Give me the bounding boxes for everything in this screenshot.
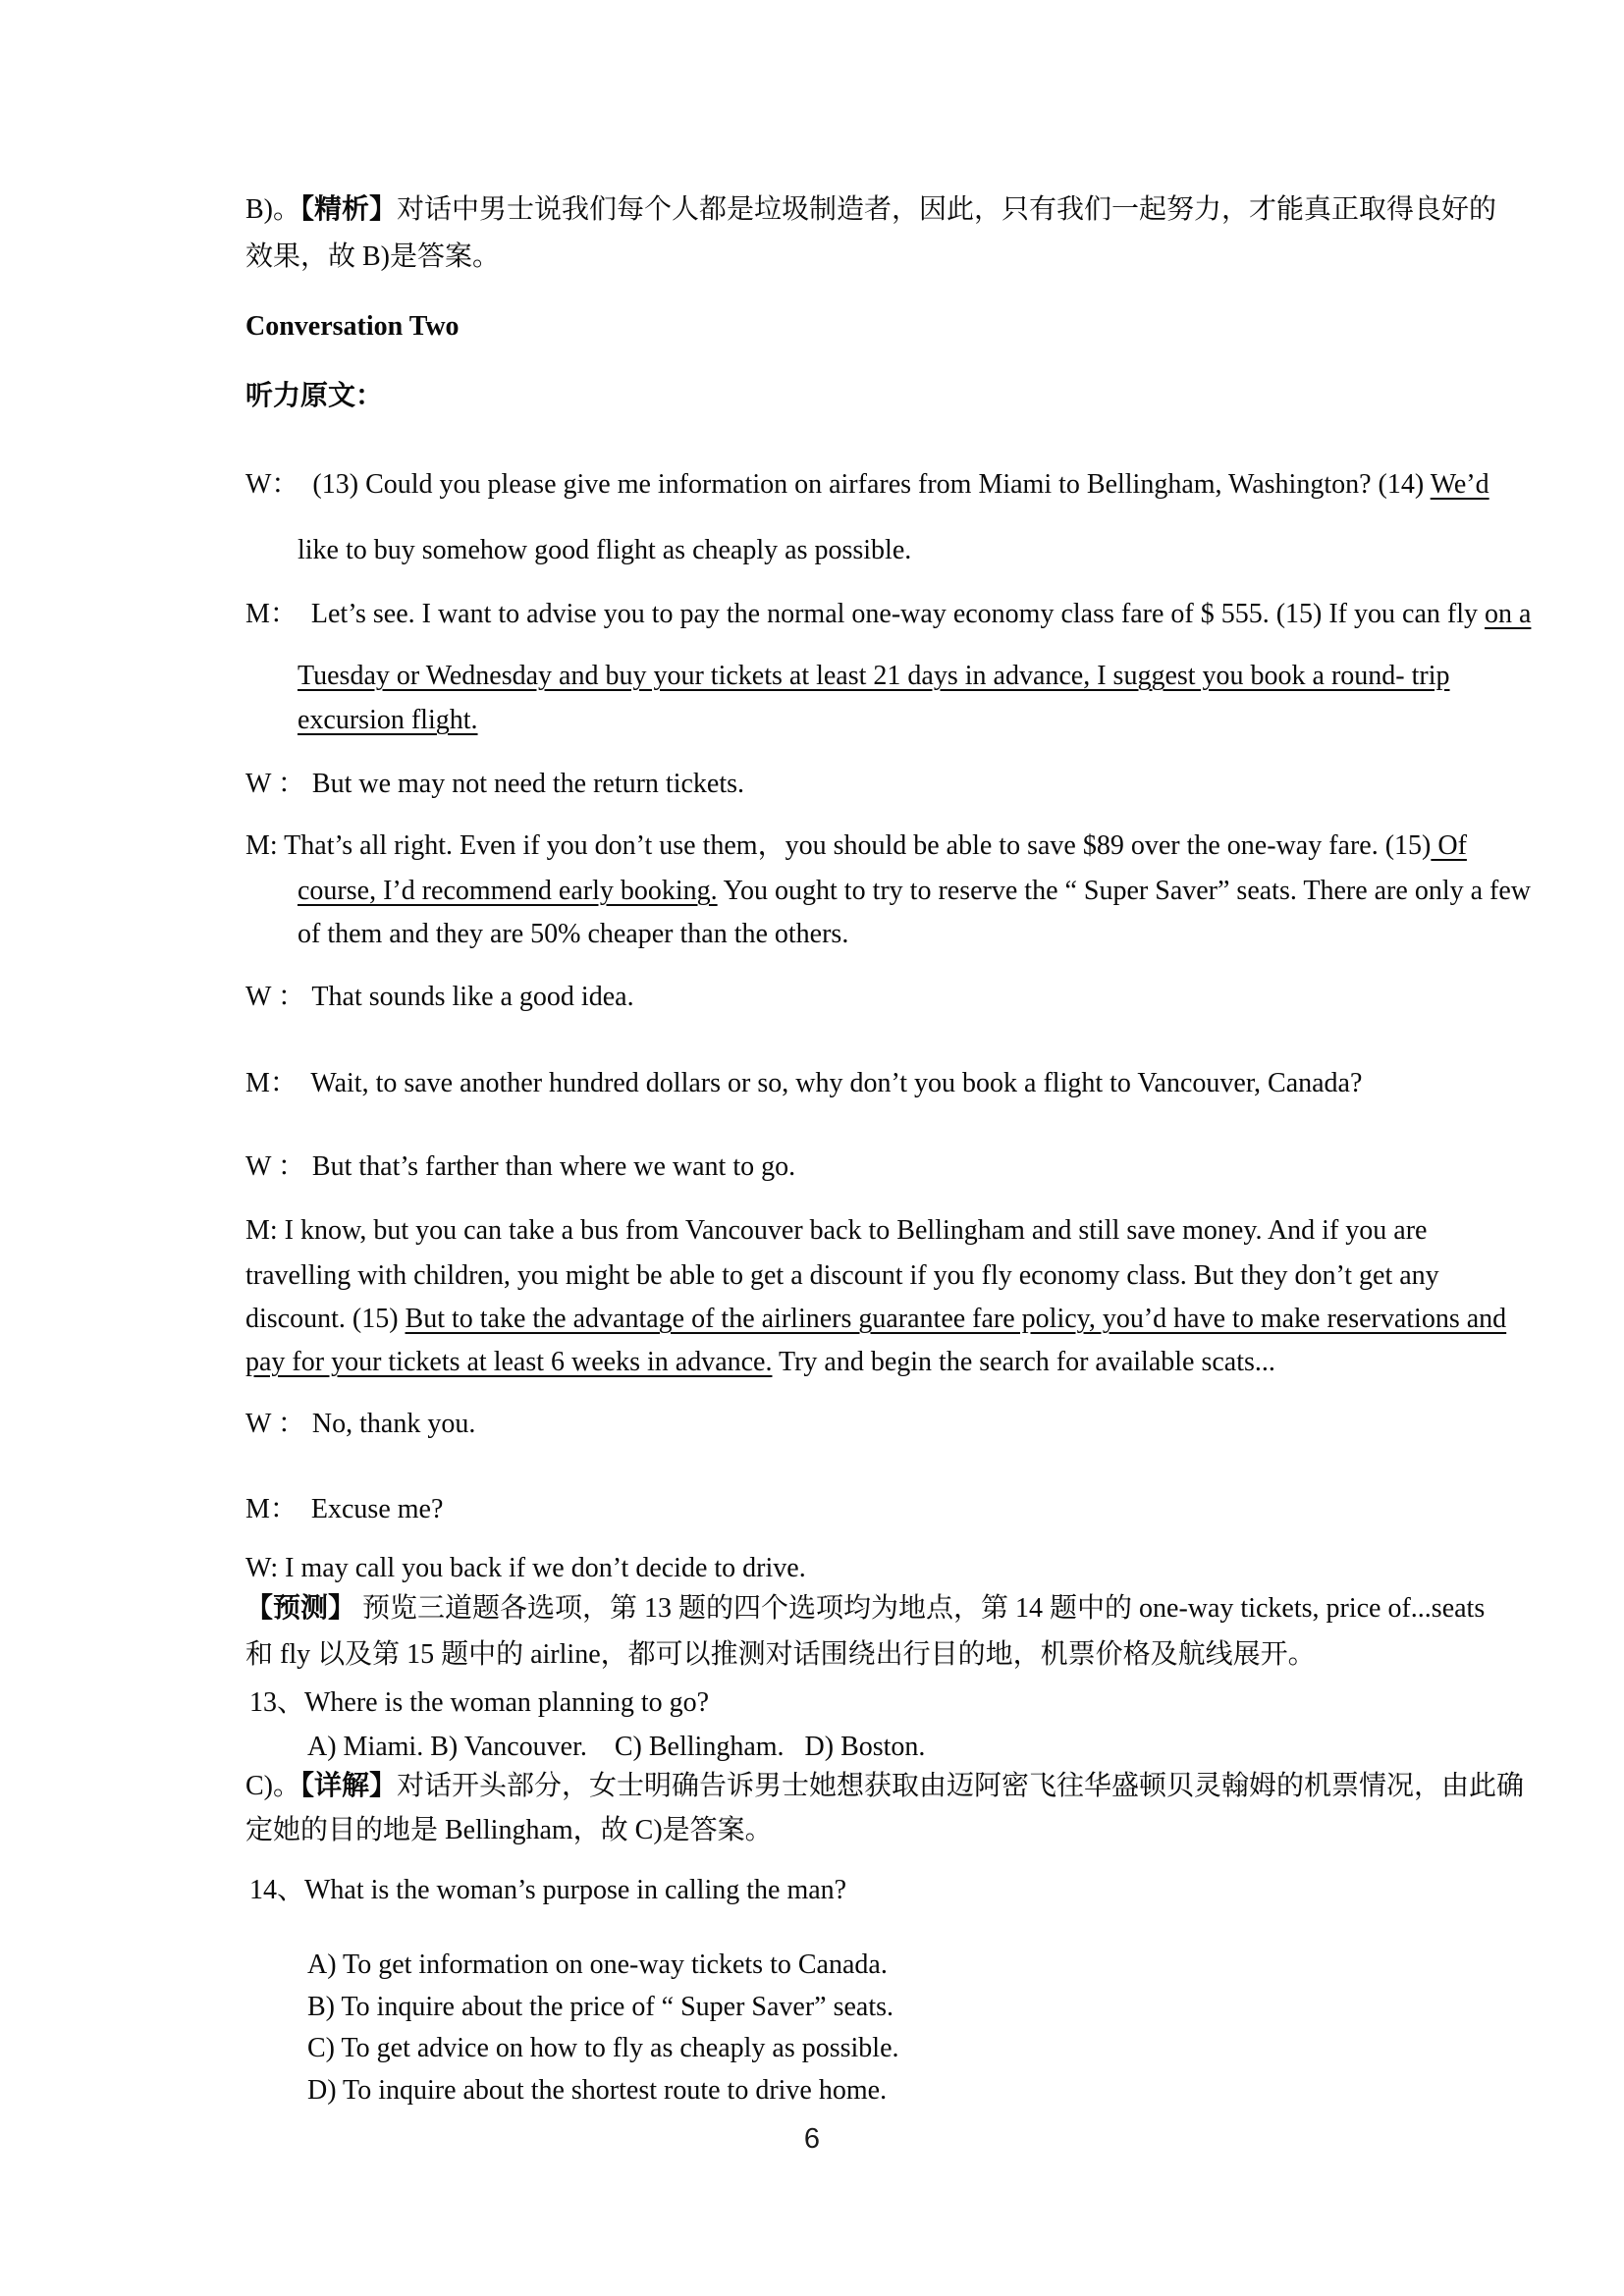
question-14-option-a: A) To get information on one-way tickets to Canada. [307, 1949, 888, 1980]
conversation-two-heading: Conversation Two [245, 311, 460, 342]
question-13: 13、Where is the woman planning to go? [249, 1687, 710, 1718]
w-turn1-underlined: We’d [1430, 469, 1489, 500]
w-turn3-line: W ： That sounds like a good idea. [245, 982, 634, 1012]
prediction-line1 [245, 1593, 1485, 1625]
m-turn4-underlined2: pay for your tickets at least 6 weeks in advance. [245, 1347, 773, 1377]
question-13-options: A) Miami. B) Vancouver. C) Bellingham. D) Boston. [307, 1732, 926, 1762]
question-14-option-d: D) To inquire about the shortest route to drive home. [307, 2075, 888, 2106]
analysis-text: 对话开头部分，女士明确告诉男士她想获取由迈阿密飞往华盛顿贝灵翰姆的机票情况，由此确 [397, 1771, 1525, 1801]
question-14: 14、What is the woman’s purpose in calling the man? [249, 1875, 847, 1905]
analysis-tag: 【详解】 [300, 1771, 398, 1801]
w-turn4-line: W ： But that’s farther than where we want to go. [245, 1151, 796, 1182]
m-turn2-underlined2: course, I’d recommend early booking. [298, 876, 718, 906]
answer-letter: C)。 [245, 1771, 301, 1801]
m-turn1-line1 [245, 599, 1531, 630]
m-turn2-text2: You ought to try to reserve the “ Super Saver” seats. There are only a few [717, 876, 1531, 906]
m-turn1-line3: excursion flight. [298, 705, 478, 735]
w-turn1-text: W： (13) Could you please give me information on airfares from Miami to Bellingham, Washington? (14) [245, 469, 1431, 500]
w-turn1-line2: like to buy somehow good flight as cheaply as possible. [298, 535, 912, 565]
m-turn3-line: M： Wait, to save another hundred dollars or so, why don’t you book a flight to Vancouver, Canada? [245, 1068, 1363, 1098]
m-turn4-line4 [245, 1347, 1275, 1378]
page-number: 6 [803, 2123, 821, 2155]
prediction-text: 预览三道题各选项，第 13 题的四个选项均为地点，第 14 题中的 one-way tickets, price of...seats [355, 1593, 1486, 1624]
m-turn1-underlined: on a [1484, 599, 1532, 629]
m-turn2-underlined: Of [1431, 830, 1467, 861]
m-turn2-line2 [298, 876, 1531, 907]
prediction-tag: 【预测】 [245, 1593, 356, 1624]
answer-12-analysis-line1 [245, 194, 1496, 226]
answer-13-analysis-line1 [245, 1771, 1524, 1802]
question-14-option-c: C) To get advice on how to fly as cheaply as possible. [307, 2033, 899, 2063]
answer-13-analysis-line2: 定她的目的地是 Bellingham，故 C)是答案。 [245, 1815, 773, 1845]
w-turn6-line: W: I may call you back if we don’t decide to drive. [245, 1553, 806, 1583]
question-14-option-b: B) To inquire about the price of “ Super Saver” seats. [307, 1992, 894, 2022]
answer-12-analysis-line2: 效果，故 B)是答案。 [245, 241, 501, 272]
answer-letter: B)。 [245, 194, 301, 225]
m-turn4-line3 [245, 1304, 1506, 1335]
m-turn4-line1: M: I know, but you can take a bus from Vancouver back to Bellingham and still save money. And if you are [245, 1215, 1428, 1246]
m-turn2-line3: of them and they are 50% cheaper than the others. [298, 919, 849, 949]
m-turn2-line1 [245, 830, 1467, 862]
transcript-label: 听力原文： [245, 381, 384, 411]
w-turn1-line1 [245, 469, 1489, 501]
m-turn5-line: M： Excuse me? [245, 1494, 444, 1524]
m-turn1-text: M： Let’s see. I want to advise you to pay the normal one-way economy class fare of $ 555. (15) If you can fly [245, 599, 1485, 629]
w-turn2-line: W ： But we may not need the return tickets. [245, 769, 745, 799]
m-turn4-line2: travelling with children, you might be able to get a discount if you fly economy class. But they don’t get any [245, 1260, 1439, 1291]
m-turn2-text: M: That’s all right. Even if you don’t use them，you should be able to save $89 over the one-way fare. (15) [245, 830, 1432, 861]
analysis-text: 对话中男士说我们每个人都是垃圾制造者，因此，只有我们一起努力，才能真正取得良好的 [397, 194, 1497, 225]
m-turn1-line2: Tuesday or Wednesday and buy your tickets at least 21 days in advance, I suggest you book a round- trip [298, 661, 1450, 691]
m-turn4-text: discount. (15) [245, 1304, 406, 1334]
m-turn4-text2: Try and begin the search for available scats... [772, 1347, 1275, 1377]
w-turn5-line: W ： No, thank you. [245, 1409, 476, 1439]
prediction-line2: 和 fly 以及第 15 题中的 airline，都可以推测对话围绕出行目的地，机票价格及航线展开。 [245, 1639, 1316, 1670]
m-turn4-underlined: But to take the advantage of the airliners guarantee fare policy, you’d have to make reservations and [405, 1304, 1507, 1334]
analysis-tag: 【精析】 [300, 194, 398, 225]
